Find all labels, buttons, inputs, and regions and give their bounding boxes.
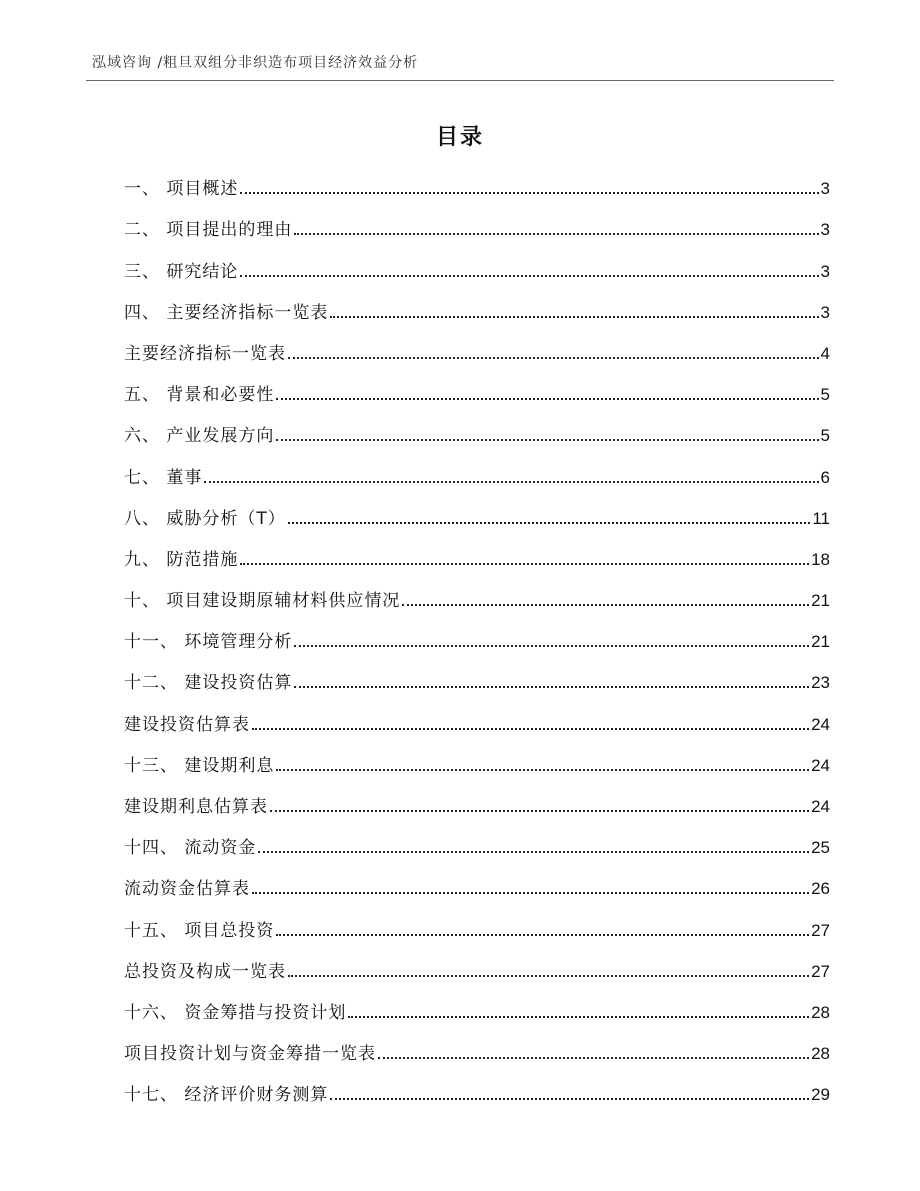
toc-entry-label: 总投资及构成一览表 bbox=[124, 961, 286, 982]
toc-entry[interactable] bbox=[124, 911, 830, 952]
toc-entry[interactable] bbox=[124, 664, 830, 705]
toc-dot-leader bbox=[288, 975, 809, 977]
running-header: 泓域咨询 /粗旦双组分非织造布项目经济效益分析 bbox=[92, 55, 419, 71]
toc-entry[interactable] bbox=[124, 500, 830, 541]
toc-entry-label: 六、 产业发展方向 bbox=[124, 426, 275, 447]
toc-dot-leader bbox=[270, 810, 809, 812]
toc-dot-leader bbox=[378, 1057, 809, 1059]
toc-entry-label: 三、 研究结论 bbox=[124, 261, 239, 282]
toc-dot-leader bbox=[348, 1016, 809, 1018]
toc-entry-label: 流动资金估算表 bbox=[124, 879, 250, 900]
toc-entry-page-number: 29 bbox=[811, 1085, 830, 1105]
toc-dot-leader bbox=[402, 604, 809, 606]
toc-entry-page-number: 24 bbox=[811, 755, 830, 775]
toc-entry-page-number: 27 bbox=[811, 920, 830, 940]
toc-entry[interactable] bbox=[124, 705, 830, 746]
toc-dot-leader bbox=[240, 275, 818, 277]
toc-entry[interactable] bbox=[124, 994, 830, 1035]
toc-entry-page-number: 24 bbox=[811, 714, 830, 734]
toc-entry[interactable] bbox=[124, 458, 830, 499]
toc-entry-page-number: 28 bbox=[811, 1002, 830, 1022]
toc-entry-page-number: 3 bbox=[820, 220, 830, 240]
toc-dot-leader bbox=[294, 686, 809, 688]
toc-entry-label: 十一、 环境管理分析 bbox=[124, 632, 293, 653]
toc-entry[interactable] bbox=[124, 294, 830, 335]
page-title: 目录 bbox=[435, 125, 484, 150]
toc-entry[interactable] bbox=[124, 252, 830, 293]
toc-entry-label: 十七、 经济评价财务测算 bbox=[124, 1085, 329, 1106]
toc-entry-page-number: 21 bbox=[811, 632, 830, 652]
toc-entry[interactable] bbox=[124, 417, 830, 458]
toc-entry-page-number: 18 bbox=[811, 549, 830, 569]
toc-entry-page-number: 5 bbox=[820, 385, 830, 405]
toc-entry-label: 十五、 项目总投资 bbox=[124, 920, 275, 941]
toc-dot-leader bbox=[294, 645, 809, 647]
toc-entry-label: 主要经济指标一览表 bbox=[124, 343, 286, 364]
toc-entry-page-number: 5 bbox=[820, 426, 830, 446]
table-of-contents bbox=[124, 170, 830, 1117]
toc-entry-page-number: 3 bbox=[820, 261, 830, 281]
toc-entry[interactable] bbox=[124, 170, 830, 211]
toc-entry-label: 建设期利息估算表 bbox=[124, 797, 268, 817]
toc-entry[interactable] bbox=[124, 788, 830, 829]
toc-entry[interactable] bbox=[124, 870, 830, 911]
toc-dot-leader bbox=[252, 728, 809, 730]
toc-entry[interactable] bbox=[124, 1035, 830, 1076]
toc-dot-leader bbox=[294, 233, 818, 235]
toc-entry-page-number: 11 bbox=[812, 508, 830, 528]
toc-entry-label: 建设投资估算表 bbox=[124, 714, 250, 735]
toc-dot-leader bbox=[288, 522, 811, 524]
toc-entry-label: 十三、 建设期利息 bbox=[124, 755, 275, 776]
toc-entry-page-number: 3 bbox=[820, 179, 830, 199]
toc-entry-label: 四、 主要经济指标一览表 bbox=[124, 302, 329, 323]
toc-dot-leader bbox=[276, 769, 809, 771]
toc-entry-page-number: 25 bbox=[811, 838, 830, 858]
toc-entry-page-number: 4 bbox=[820, 343, 830, 363]
toc-dot-leader bbox=[276, 934, 809, 936]
toc-dot-leader bbox=[276, 439, 818, 441]
toc-entry-label: 二、 项目提出的理由 bbox=[124, 220, 293, 241]
toc-dot-leader bbox=[204, 481, 818, 483]
toc-dot-leader bbox=[240, 192, 818, 194]
toc-entry-label: 八、 威胁分析（T） bbox=[124, 508, 286, 529]
toc-entry-page-number: 28 bbox=[811, 1044, 830, 1064]
toc-entry-label: 七、 董事 bbox=[124, 467, 203, 488]
toc-entry-label: 十六、 资金筹措与投资计划 bbox=[124, 1002, 347, 1023]
toc-entry[interactable] bbox=[124, 541, 830, 582]
toc-dot-leader bbox=[276, 398, 818, 400]
toc-entry[interactable] bbox=[124, 623, 830, 664]
toc-entry-label: 五、 背景和必要性 bbox=[124, 385, 275, 406]
toc-entry-page-number: 6 bbox=[820, 467, 830, 487]
header-rule bbox=[86, 80, 834, 81]
toc-entry[interactable] bbox=[124, 211, 830, 252]
toc-entry-page-number: 23 bbox=[811, 673, 830, 693]
toc-entry-page-number: 26 bbox=[811, 879, 830, 899]
toc-entry[interactable] bbox=[124, 747, 830, 788]
toc-entry[interactable] bbox=[124, 335, 830, 376]
toc-entry[interactable] bbox=[124, 829, 830, 870]
toc-dot-leader bbox=[258, 851, 809, 853]
toc-dot-leader bbox=[330, 1098, 809, 1100]
toc-entry-label: 九、 防范措施 bbox=[124, 549, 239, 570]
toc-entry[interactable] bbox=[124, 953, 830, 994]
toc-entry-label: 十二、 建设投资估算 bbox=[124, 673, 293, 694]
toc-entry-label: 十四、 流动资金 bbox=[124, 838, 257, 859]
toc-entry-page-number: 21 bbox=[811, 591, 830, 611]
toc-dot-leader bbox=[330, 316, 818, 318]
toc-dot-leader bbox=[240, 563, 809, 565]
toc-entry-label: 项目投资计划与资金筹措一览表 bbox=[124, 1044, 376, 1065]
toc-entry[interactable] bbox=[124, 376, 830, 417]
toc-entry-page-number: 27 bbox=[811, 961, 830, 981]
toc-entry[interactable] bbox=[124, 582, 830, 623]
toc-entry-page-number: 24 bbox=[811, 797, 830, 816]
toc-entry-label: 一、 项目概述 bbox=[124, 179, 239, 200]
toc-entry-page-number: 3 bbox=[820, 302, 830, 322]
toc-dot-leader bbox=[288, 357, 819, 359]
toc-dot-leader bbox=[252, 892, 809, 894]
toc-entry-label: 十、 项目建设期原辅材料供应情况 bbox=[124, 591, 401, 612]
toc-entry[interactable] bbox=[124, 1076, 830, 1117]
